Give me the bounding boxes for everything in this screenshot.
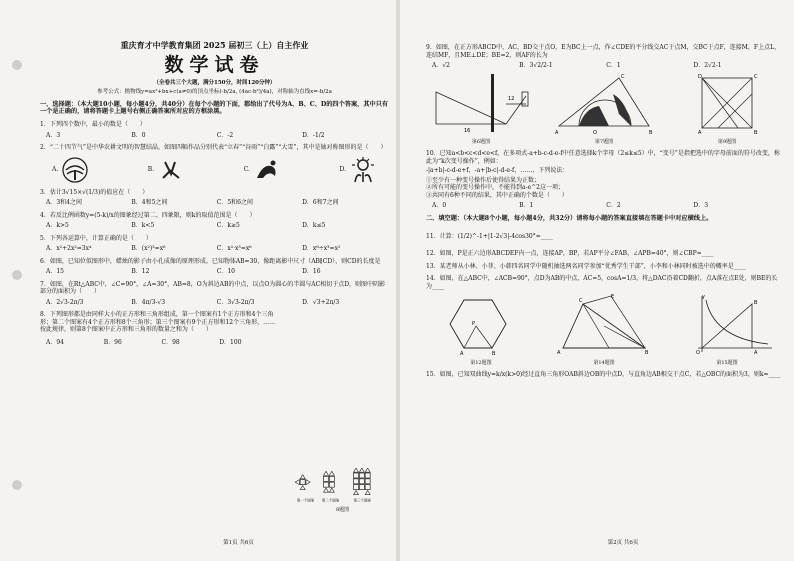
question-10 — [426, 150, 782, 210]
question-text: 2．“二十四节气”是中华农耕文明的智慧结晶，如图四幅作品分别代表“立春”“谷雨”“白露”“大雪”，其中是轴对称图形的是（ ） — [40, 144, 387, 151]
section-heading: 二、填空题：（本大题8个小题，每小题4分，共32分）请将每小题的答案直接填在答题卡中对应横线上。 — [426, 214, 713, 222]
section-heading: 一、选择题：（本大题10小题，每小题4分，共40分）在每个小题的下面，都给出了代号为A、B、C、D的四个答案，其中只有一个是正确的，请将答题卡上题号右侧正确答案所对应的方框涂黑。 — [40, 100, 389, 116]
option-a: A．0 — [432, 202, 447, 210]
svg-text:B: B — [645, 350, 649, 356]
options — [40, 199, 389, 207]
option-a: A．√2 — [432, 62, 450, 69]
snow-emblem-icon — [349, 156, 377, 184]
option-d: D．3 — [693, 202, 709, 210]
spring-emblem-icon — [61, 156, 89, 184]
statement-3: ③共同有6种不同的结果，其中正确的个数是（ ） — [426, 191, 568, 199]
option-d: D．100 — [219, 338, 242, 346]
figure-caption: 第9题图 — [717, 139, 737, 145]
option-a — [52, 156, 89, 184]
school-name: 重庆育才中学教育集团 2025 届初三（上）自主作业 — [120, 40, 309, 50]
pattern-1 — [295, 475, 310, 490]
figure-15 — [672, 294, 782, 366]
svg-text:C: C — [621, 73, 625, 80]
figure-7 — [549, 74, 659, 146]
statement-1: ①至少有一种变号操作后使得结果为正数； — [426, 176, 541, 184]
option-b: B．k<5 — [131, 222, 155, 229]
options — [40, 245, 389, 253]
question-6 — [40, 258, 389, 276]
option-a: A．x²+2x²=3x⁴ — [46, 245, 92, 252]
figure-9 — [672, 74, 782, 146]
option-c — [244, 156, 281, 184]
question-11: 11．计算：(1/2)^-1+|1-2√3|-4cos30°=____ — [426, 232, 553, 240]
svg-text:C: C — [754, 73, 758, 80]
question-12: 12．如图，P是正六边形ABCDEF内一点，连接AP，BP，若AP平分∠FAB，∠APB=40°，则∠CBP=____ — [426, 250, 714, 257]
option-d: D．-1/2 — [302, 131, 325, 139]
svg-text:B: B — [649, 129, 653, 136]
option-a: A．3和4之间 — [46, 199, 82, 206]
svg-text:B: B — [492, 351, 496, 356]
exam-note: （全卷共三个大题，满分150分，时间120分钟） — [153, 79, 276, 86]
option-c: C．1 — [606, 62, 621, 69]
option-label: A. — [52, 165, 59, 173]
svg-text:A: A — [557, 350, 561, 356]
question-4 — [40, 212, 389, 230]
question-text: 10．已知a<b<c<d<e<f，在多项式-a+b-c-d-e-f中任意选择k个字母（2≤k≤5）中，“变号”是指把选中的字母前面的符号改变，称此为“k次变号操作”，例如： — [426, 150, 780, 165]
option-b — [148, 156, 185, 184]
option-d: D．√3+2π/3 — [302, 298, 340, 306]
svg-text:A: A — [754, 350, 758, 356]
option-c: C．5和6之间 — [216, 199, 253, 206]
figure-caption: 第15题图 — [716, 359, 738, 366]
question-text: 5．下列各运算中，计算正确的是（ ） — [40, 234, 152, 242]
svg-text:C: C — [579, 298, 583, 304]
option-d: D．6和7之间 — [302, 199, 339, 206]
page-number: 第2页 共6页 — [607, 540, 639, 547]
page-right — [400, 0, 794, 561]
svg-text:A: A — [555, 129, 559, 136]
triangle-fold-figure — [549, 294, 659, 356]
pattern-caption-2: 第二个图案 — [321, 498, 340, 503]
options — [426, 62, 782, 70]
question-3 — [40, 189, 389, 207]
figure-caption: 第7题图 — [594, 139, 614, 145]
figure-12 — [426, 294, 536, 366]
svg-text:E: E — [611, 294, 615, 300]
question-2 — [40, 144, 389, 184]
option-c: C．x²·x³=x⁶ — [216, 245, 252, 252]
pattern-3 — [354, 468, 371, 495]
option-b: B．0 — [131, 131, 146, 139]
question-13: 13．某老师从小林、小菲、小韩四名同学中随机抽选两名同学参加“优秀学生干部”，小李和小林同时被选中的概率是____ — [426, 262, 746, 270]
question-text: 8．下列图形都是由同样大小的正方形和三角形组成，第一个图案有1个正方形和4个三角形；第二个图案有4个正方形和8个三角形；第三个图案有9个正方形和12个三角形，……按此规律，则第8个图案中正方形和三角形的数量之和为（ ） — [40, 311, 276, 333]
option-label: C. — [243, 165, 250, 173]
option-d: D．16 — [302, 268, 321, 275]
options — [40, 132, 389, 140]
figure-row-2 — [426, 294, 782, 366]
option-d: D．x⁶÷x³=x² — [302, 245, 341, 252]
question-14: 14．如图，在△ABC中，∠ACB=90°，点D为AB的中点，AC=5，cosA=1/3，将△DAC沿着CD翻折，点A落在点E处，则BE的长为____ — [426, 275, 778, 290]
option-d: D．k≤5 — [302, 222, 326, 229]
option-c: C．2 — [606, 202, 621, 210]
option-a: A．3 — [46, 131, 61, 139]
page-number: 第1页 共6页 — [223, 540, 254, 547]
figure-caption: 8题图 — [336, 507, 350, 513]
option-d — [339, 156, 377, 184]
semicircle-figure — [549, 74, 659, 136]
svg-text:y: y — [702, 294, 705, 300]
formula-note: 参考公式：抛物线y=ax²+bx+c(a≠0)的顶点坐标(-b/2a, (4ac-b²)/4a)，对称轴为直线x=-b/2a — [97, 88, 332, 95]
svg-text:A: A — [698, 129, 702, 136]
question-text: 1．下列四个数中，最小的数是（ ） — [40, 121, 146, 128]
options — [40, 268, 389, 276]
pattern-caption-1: 第一个图案 — [296, 498, 315, 503]
option-a: A．2√3-2π/3 — [46, 298, 84, 306]
option-a: A．94 — [46, 338, 64, 346]
statement-2: ②所有可能的变号操作中，不能得到a-e^2这一项； — [426, 184, 565, 192]
svg-text:O: O — [593, 129, 597, 136]
question-text: 4．若反比例函数y=(5-k)/x的图象经过第二、四象限，则k的取值范围是（ ） — [40, 211, 256, 219]
question-9 — [426, 44, 782, 70]
svg-text:P: P — [472, 321, 476, 327]
figure-6 — [426, 74, 536, 146]
option-b: B．3√2/2-1 — [519, 62, 553, 69]
option-c: C．-2 — [216, 131, 234, 139]
svg-text:12: 12 — [508, 95, 515, 102]
pattern-caption-3: 第三个图案 — [353, 498, 371, 503]
option-b: B．12 — [131, 268, 150, 275]
rain-emblem-icon — [157, 156, 185, 184]
svg-text:B: B — [754, 300, 758, 306]
svg-text:B: B — [754, 129, 758, 136]
question-text: 7．如图，在Rt△ABC中，∠C=90°，∠A=30°，AB=8，O为斜边AB的中点，以点O为圆心的半圆与AC相切于点D，则图中阴影部分的面积为（ ） — [40, 280, 386, 295]
question-text: -|a+b|-c-d-e+f，-a+|b-c|-d-e-f，……，下列说法： — [426, 167, 569, 175]
option-b: B．4π/3-√3 — [131, 298, 166, 306]
candle-projection-figure — [426, 74, 536, 136]
figure-caption: 第6题图 — [471, 139, 491, 145]
pattern-2 — [324, 471, 335, 492]
option-b: B．1 — [519, 202, 534, 210]
option-c: C．98 — [161, 338, 180, 346]
square-figure — [672, 74, 782, 136]
options — [40, 222, 389, 230]
option-c: C．k≥5 — [216, 222, 240, 229]
question-8 — [40, 311, 280, 334]
page-title: 数学试卷 — [164, 54, 265, 76]
option-b: B．(x²)³=x⁶ — [131, 245, 166, 252]
svg-text:D: D — [698, 73, 702, 80]
svg-text:O: O — [696, 350, 700, 356]
svg-text:16: 16 — [464, 127, 471, 134]
option-a: A．k>5 — [46, 222, 69, 229]
option-label: D. — [339, 165, 346, 173]
option-b: B．4和5之间 — [131, 199, 168, 206]
hyperbola-figure — [672, 294, 782, 356]
option-label: B. — [147, 165, 155, 173]
question-7 — [40, 281, 389, 307]
question-1 — [40, 121, 389, 139]
question-text: 6．如图，已知位似图形中，蜡烛的影子由小孔成像的原理形成。已知物体AB=30，像距离影中尺寸（AB∥CD），则CD的长度是 — [40, 257, 381, 265]
figure-caption: 第14题图 — [593, 359, 615, 366]
question-text: 3．估计3√15×√(1/3)的值应在（ ） — [40, 188, 149, 196]
options — [40, 299, 389, 307]
option-b: B．96 — [103, 338, 122, 346]
option-a: A．15 — [46, 268, 64, 275]
options — [426, 202, 782, 210]
pattern-figure — [286, 468, 396, 508]
question-5 — [40, 235, 389, 253]
figure-14 — [549, 294, 659, 366]
svg-text:A: A — [460, 351, 464, 356]
question-text: 9．如图，在正方形ABCD中，AC，BD交于点O，E为BC上一点，作∠CDE的平分线交AC于点M，交BC于点F，连接M，F上点L，连结MF，且ME⊥DE；BE=2，则AF的长为 — [426, 44, 781, 59]
q8-options — [40, 339, 280, 347]
dew-emblem-icon — [253, 156, 281, 184]
question-15: 15．如图，已知双曲线y=k/x(k>0)经过直角三角形OAB斜边OB的中点D，与直角边AB相交于点C，若△OBC的面积为3，则k=____ — [426, 370, 781, 378]
figure-caption: 第12题图 — [470, 359, 492, 366]
image-options — [40, 156, 389, 184]
figure-row-1 — [426, 74, 782, 146]
option-c: C．3√3-2π/3 — [216, 298, 255, 306]
option-c: C．10 — [216, 268, 235, 275]
hexagon-figure — [426, 294, 536, 356]
option-d: D．2√2-1 — [693, 62, 722, 69]
